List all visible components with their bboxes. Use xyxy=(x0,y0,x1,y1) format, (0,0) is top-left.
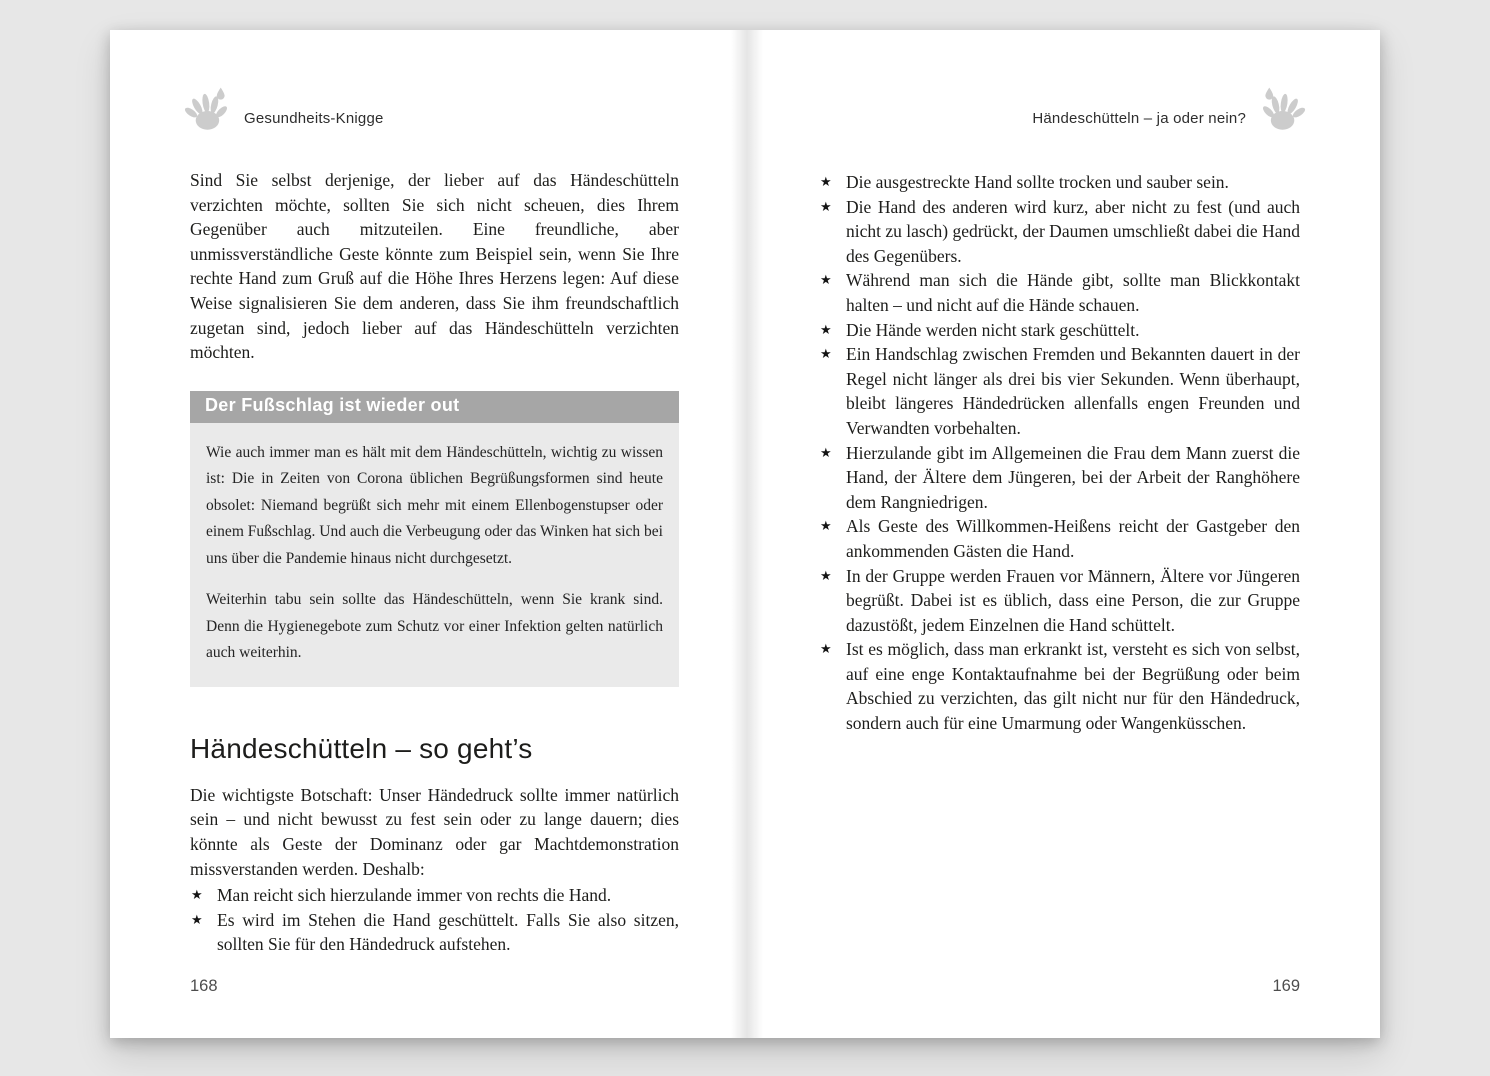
list-item-text: Während man sich die Hände gibt, sollte man Blickkontakt halten – und nicht auf die Hände schauen. xyxy=(846,270,1300,315)
list-item xyxy=(819,342,1300,440)
info-box-title: Der Fußschlag ist wieder out xyxy=(190,391,679,423)
list-item-text: Es wird im Stehen die Hand geschüttelt. Falls Sie also sitzen, sollten Sie für den Händedruck aufstehen. xyxy=(217,909,679,955)
list-item-text: Die Hand des anderen wird kurz, aber nicht zu fest (und auch nicht zu lasch) gedrückt, der Daumen umschließt dabei die Hand des Gegenübers. xyxy=(846,196,1300,266)
page-number-right: 169 xyxy=(1272,977,1300,995)
star-bullet-icon: ★ xyxy=(191,912,203,928)
star-bullet-icon: ★ xyxy=(820,322,832,338)
info-box-body xyxy=(190,423,679,687)
info-box-paragraph: Weiterhin tabu sein sollte das Händeschütteln, wenn Sie krank sind. Denn die Hygienegebote zum Schutz vor einer Infektion gelten natürlich auch weiterhin. xyxy=(206,591,663,662)
list-item-text: Die ausgestreckte Hand sollte trocken und sauber sein. xyxy=(846,172,1229,192)
hand-with-drop-icon xyxy=(184,86,234,136)
bullet-list-right xyxy=(819,170,1300,736)
star-bullet-icon: ★ xyxy=(820,445,832,461)
list-item-text: In der Gruppe werden Frauen vor Männern, Ältere vor Jüngeren begrüßt. Dabei ist es üblich, dass eine Person, die zur Gruppe dazustößt, jedem Einzelnen die Hand schüttelt. xyxy=(846,565,1300,635)
running-header-right xyxy=(1032,86,1306,136)
list-item xyxy=(190,883,679,908)
star-bullet-icon: ★ xyxy=(820,347,832,363)
bullet-list-left xyxy=(190,883,679,957)
list-item-text: Als Geste des Willkommen-Heißens reicht der Gastgeber den ankommenden Gästen die Hand. xyxy=(846,516,1300,561)
page-right-content xyxy=(819,168,1300,736)
running-header-text: Händeschütteln – ja oder nein? xyxy=(1032,110,1246,127)
list-item xyxy=(819,195,1300,269)
list-item xyxy=(819,514,1300,563)
star-bullet-icon: ★ xyxy=(820,568,832,584)
list-item-text: Hierzulande gibt im Allgemeinen die Frau dem Mann zuerst die Hand, der Ältere dem Jüngeren, bei der Arbeit der Ranghöhere dem Rangniedrigen. xyxy=(846,442,1300,512)
star-bullet-icon: ★ xyxy=(820,199,832,215)
list-item xyxy=(819,564,1300,638)
star-bullet-icon: ★ xyxy=(820,273,832,289)
section-intro-paragraph: Die wichtigste Botschaft: Unser Händedruck sollte immer natürlich sein – und nicht bewusst zu fest sein oder zu lange dauern; dies könnte als Geste der Dominanz oder gar Machtdemonstration missverstanden werden. Deshalb: xyxy=(190,784,679,879)
info-box xyxy=(190,391,679,687)
star-bullet-icon: ★ xyxy=(820,642,832,658)
intro-paragraph: Sind Sie selbst derjenige, der lieber auf das Händeschütteln verzichten möchte, sollten Sie sich nicht scheuen, dies Ihrem Gegenüber auch mitzuteilen. Eine freundliche, aber unmissverständliche Geste könnte zum Beispiel sein, wenn Sie Ihre rechte Hand zum Gruß auf die Höhe Ihres Herzens legen: Auf diese Weise signalisieren Sie dem anderen, dass Sie ihm freundschaftlich zugetan sind, jedoch lieber auf das Händeschütteln verzichten möchten. xyxy=(190,170,679,363)
info-box-paragraph: Wie auch immer man es hält mit dem Händeschütteln, wichtig zu wissen ist: Die in Zeiten von Corona üblichen Begrüßungsformen sind heute obsolet: Niemand begrüßt sich mehr mit einem Ellenbogenstupser oder einem Fußschlag. Und auch die Verbeugung oder das Winken hat sich bei uns über die Pandemie hinaus nicht durchgesetzt. xyxy=(206,443,663,567)
list-item xyxy=(819,637,1300,735)
list-item-text: Die Hände werden nicht stark geschüttelt. xyxy=(846,319,1140,340)
list-item-text: Ein Handschlag zwischen Fremden und Bekannten dauert in der Regel nicht länger als drei bis vier Sekunden. Wenn überhaupt, bleibt längeres Händedrücken allenfalls engen Freunden und Verwandten vorbehalten. xyxy=(846,344,1300,438)
running-header-text: Gesundheits-Knigge xyxy=(244,110,384,127)
list-item-text: Man reicht sich hierzulande immer von rechts die Hand. xyxy=(217,885,612,906)
hand-with-drop-icon xyxy=(1256,86,1306,136)
section-heading: Händeschütteln – so geht’s xyxy=(190,732,533,764)
list-item xyxy=(819,441,1300,515)
list-item-text: Ist es möglich, dass man erkrankt ist, versteht es sich von selbst, auf eine enge Kontaktaufnahme bei der Begrüßung oder beim Abschied zu verzichten, das gilt nicht nur für den Händedruck, sondern auch für eine Umarmung oder Wangenküsschen. xyxy=(846,639,1300,734)
running-header-left xyxy=(184,86,384,136)
page-number-left: 168 xyxy=(190,977,218,995)
list-item xyxy=(190,908,679,957)
list-item xyxy=(819,268,1300,317)
star-bullet-icon: ★ xyxy=(820,175,832,190)
list-item xyxy=(819,318,1300,343)
page-right xyxy=(747,30,1380,1038)
page-left xyxy=(110,30,747,1038)
star-bullet-icon: ★ xyxy=(820,519,832,535)
page-left-content xyxy=(190,168,679,957)
book-spread xyxy=(110,30,1380,1038)
star-bullet-icon: ★ xyxy=(191,888,203,904)
list-item xyxy=(819,170,1300,195)
